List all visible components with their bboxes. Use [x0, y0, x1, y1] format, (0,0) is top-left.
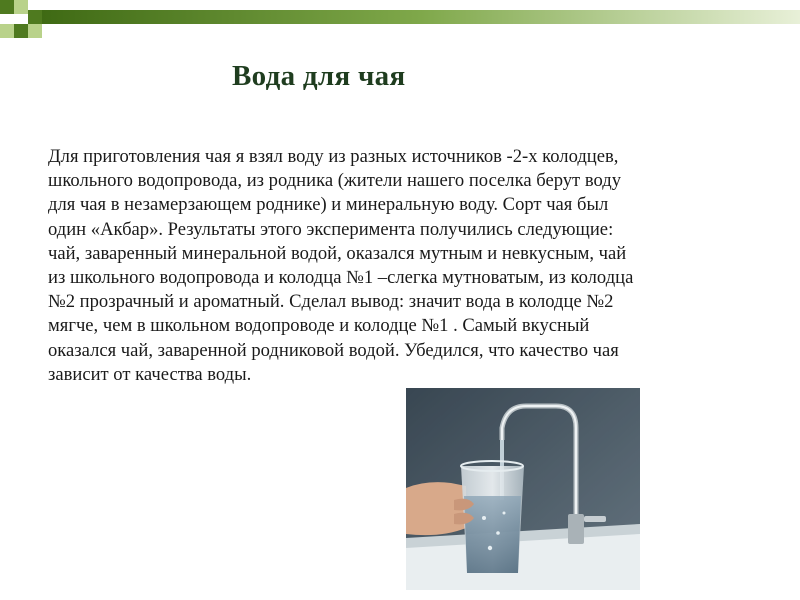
- deco-square: [14, 24, 28, 38]
- deco-square: [0, 0, 14, 14]
- slide-body-text: Для приготовления чая я взял воду из разных источников -2-х колодцев, школьного водопровода, из родника (жители нашего поселка берут воду для чая в незамерзающем роднике) и минеральную воду. Сорт чая был один «Акбар». Результаты этого эксперимента получились следующие: чай, заваренный минеральной водой, оказался мутным и невкусным, чай из школьного водопровода и колодца №1 –слегка мутноватым, из колодца №2 прозрачный и ароматный. Сделал вывод: значит вода в колодце №2 мягче, чем в школьном водопроводе и колодце №1 . Самый вкусный оказался чай, заваренной родниковой водой. Убедился, что качество чая зависит от качества воды.: [48, 146, 634, 385]
- water-tap-photo: [406, 388, 640, 590]
- deco-square: [28, 10, 42, 24]
- header-decoration: [0, 0, 800, 50]
- deco-square: [28, 24, 42, 38]
- header-bar: [42, 10, 800, 24]
- deco-square: [0, 24, 14, 38]
- deco-square: [14, 0, 28, 14]
- slide-title: Вода для чая: [232, 60, 406, 92]
